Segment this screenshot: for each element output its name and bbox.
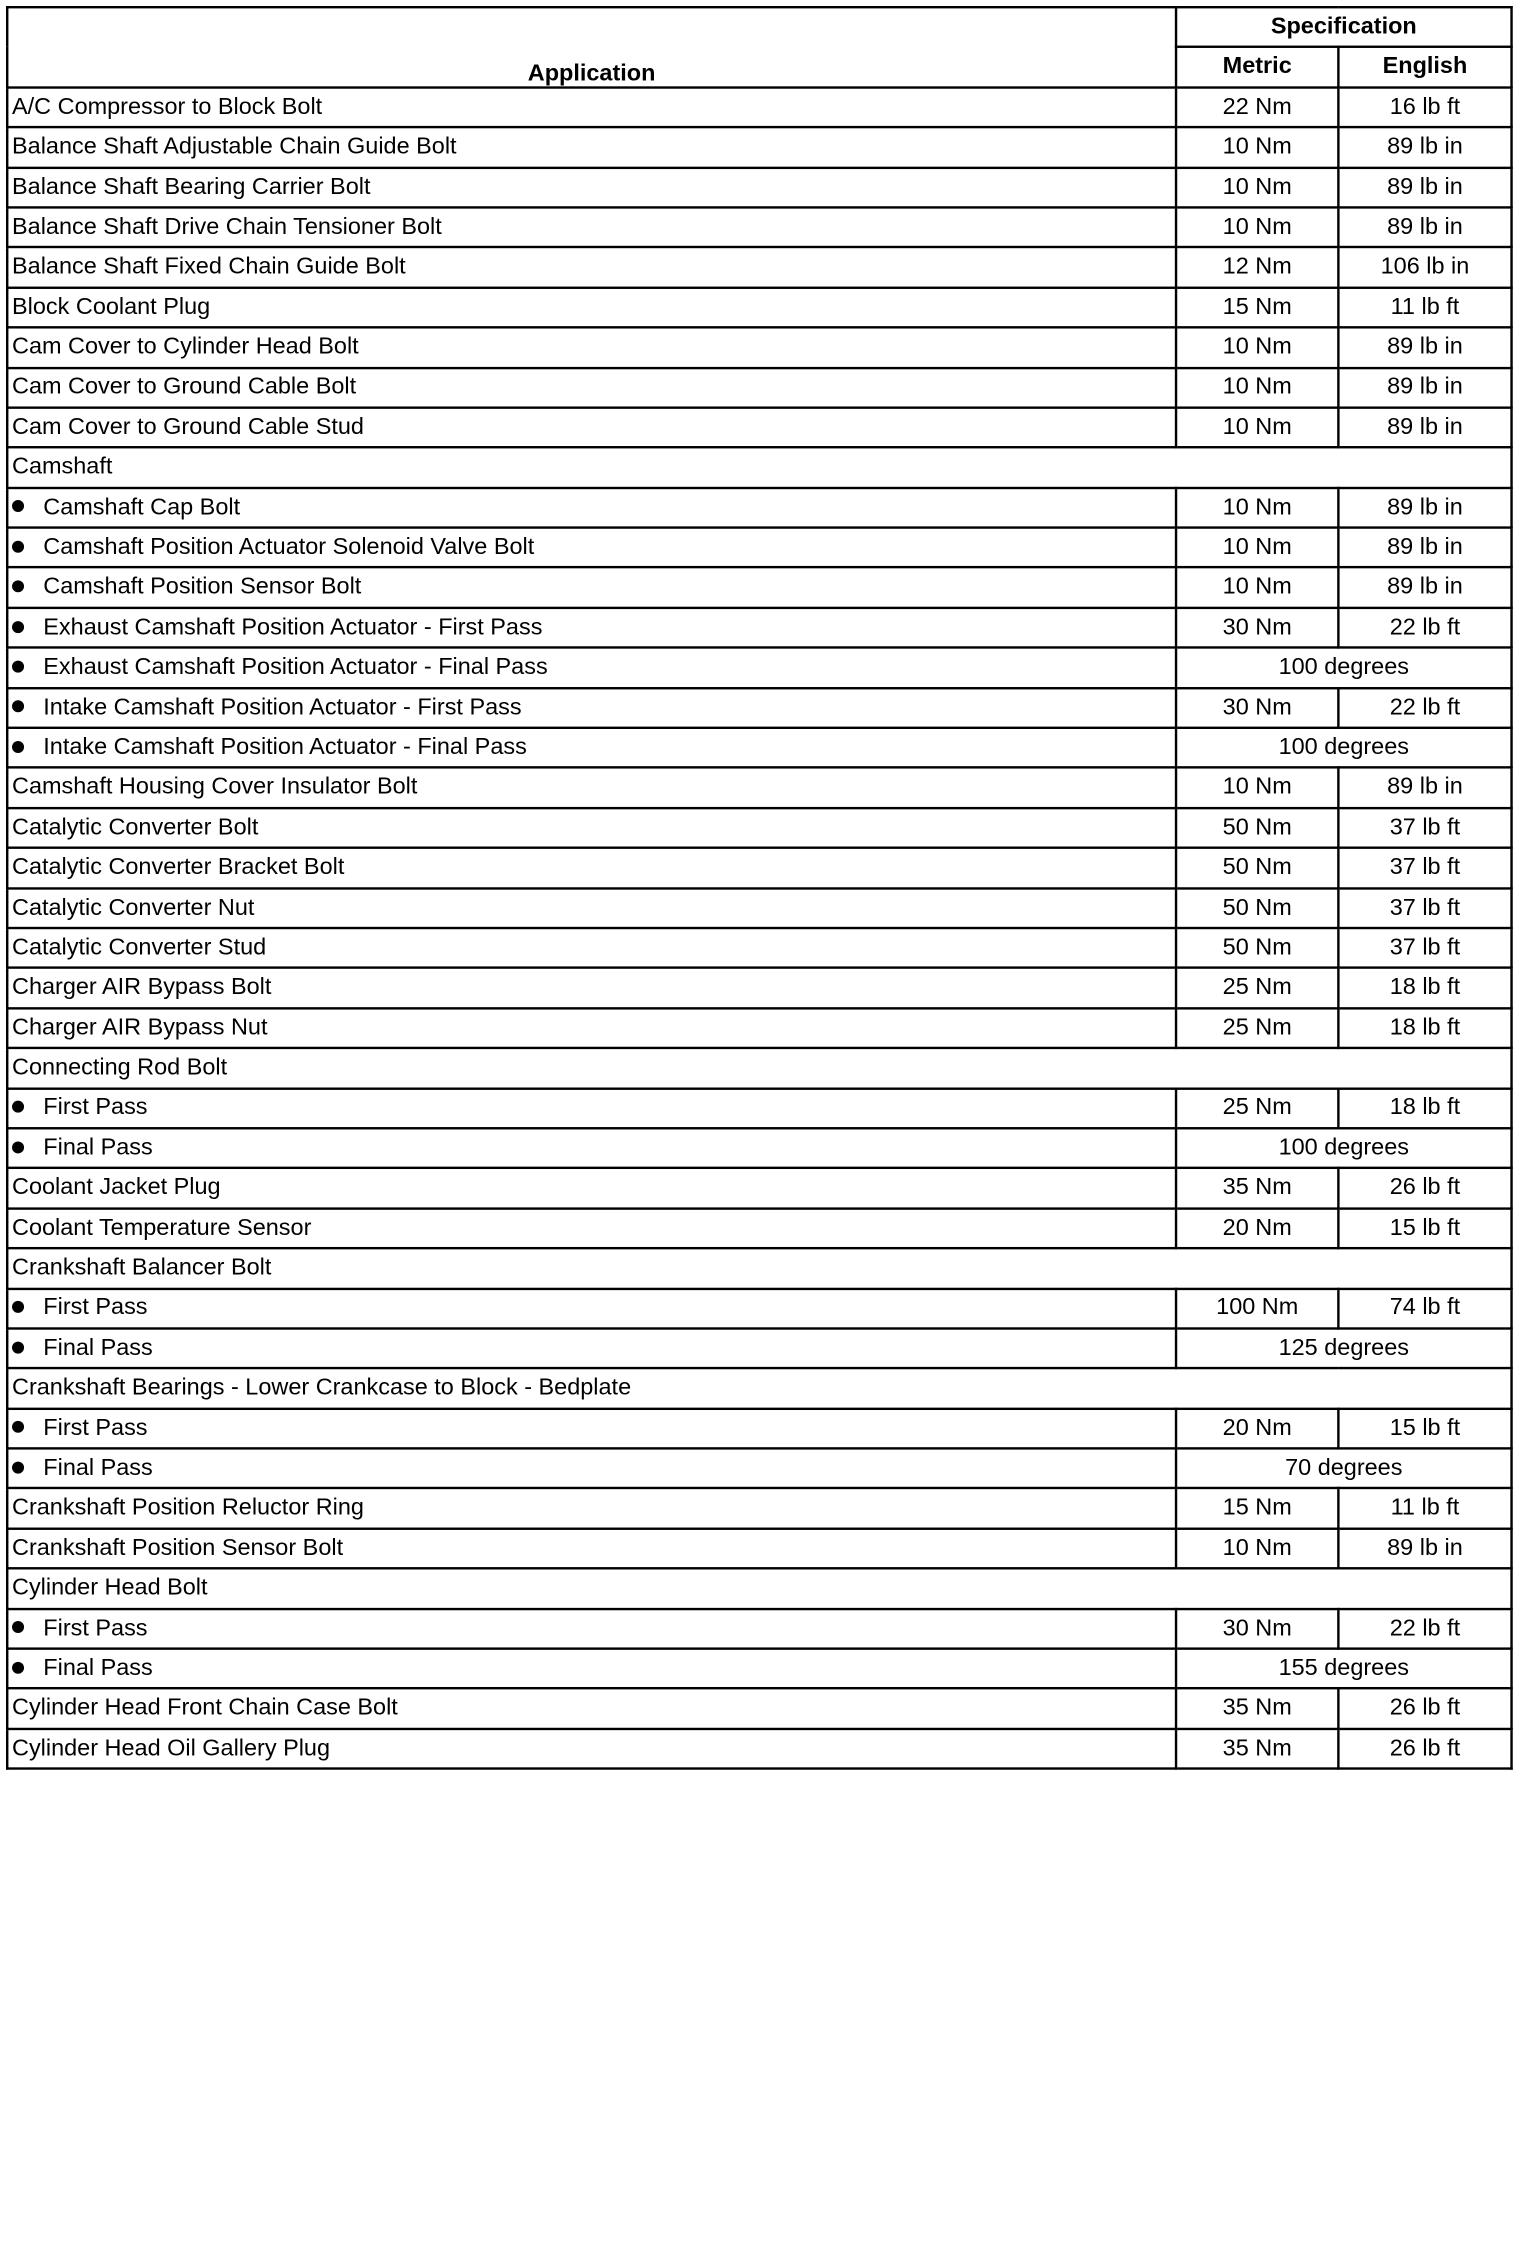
table-row [7,327,1511,367]
application-cell [7,1128,1176,1168]
table-row [7,648,1511,688]
english-cell: 18 lb ft [1338,1008,1511,1048]
application-cell [7,207,1176,247]
application-label: Cylinder Head Front Chain Case Bolt [12,1694,398,1721]
application-cell [7,1048,1511,1088]
english-cell: 26 lb ft [1338,1168,1511,1208]
bullet-icon [12,621,24,633]
english-cell: 15 lb ft [1338,1408,1511,1448]
english-cell: 22 lb ft [1338,688,1511,728]
table-row [7,848,1511,888]
application-label: Catalytic Converter Nut [12,893,255,921]
english-cell: 18 lb ft [1338,1088,1511,1128]
english-cell: 22 lb ft [1338,1609,1511,1649]
angle-spec-cell: 70 degrees [1176,1448,1511,1488]
header-application: Application [7,7,1176,87]
application-label: Final Pass [43,1454,153,1481]
application-label: First Pass [43,1094,148,1121]
group-row [7,448,1511,488]
angle-spec-cell: 125 degrees [1176,1328,1511,1368]
application-label: First Pass [43,1294,148,1321]
english-cell: 106 lb in [1338,247,1511,287]
metric-cell: 25 Nm [1176,1008,1338,1048]
header-row-top [7,7,1511,47]
application-label: Balance Shaft Drive Chain Tensioner Bolt [12,213,442,240]
application-cell [7,1008,1176,1048]
application-cell [7,167,1176,207]
table-row [7,1008,1511,1048]
bullet-icon [12,1622,24,1634]
metric-cell: 10 Nm [1176,167,1338,207]
metric-cell: 100 Nm [1176,1288,1338,1328]
english-cell: 89 lb in [1338,1529,1511,1569]
application-cell [7,608,1176,648]
table-row [7,1729,1511,1769]
english-cell: 11 lb ft [1338,1489,1511,1529]
angle-spec-cell: 155 degrees [1176,1649,1511,1689]
application-cell [7,1168,1176,1208]
metric-cell: 50 Nm [1176,808,1338,848]
english-cell: 89 lb in [1338,568,1511,608]
metric-cell: 10 Nm [1176,1529,1338,1569]
table-row [7,968,1511,1008]
application-label: Catalytic Converter Bolt [12,813,259,841]
application-label: Intake Camshaft Position Actuator - Final Pass [43,733,527,761]
metric-cell: 30 Nm [1176,688,1338,728]
application-label: Exhaust Camshaft Position Actuator - Final Pass [43,653,548,681]
application-label: Camshaft [12,453,113,480]
application-label: Balance Shaft Adjustable Chain Guide Bolt [12,133,457,160]
table-row [7,928,1511,968]
metric-cell: 35 Nm [1176,1689,1338,1729]
table-row [7,1128,1511,1168]
table-row [7,87,1511,127]
application-cell [7,568,1176,608]
table-row [7,1649,1511,1689]
application-cell [7,1529,1176,1569]
application-label: Crankshaft Position Reluctor Ring [12,1494,364,1521]
metric-cell: 20 Nm [1176,1208,1338,1248]
application-cell [7,1408,1176,1448]
application-label: Camshaft Cap Bolt [43,493,241,520]
application-cell [7,1569,1511,1609]
application-cell [7,87,1176,127]
table-row [7,1609,1511,1649]
table-row [7,688,1511,728]
application-cell [7,808,1176,848]
metric-cell: 30 Nm [1176,608,1338,648]
application-label: Charger AIR Bypass Bolt [12,973,272,1001]
application-cell [7,688,1176,728]
english-cell: 74 lb ft [1338,1288,1511,1328]
application-cell [7,1649,1176,1689]
application-cell [7,488,1176,528]
application-cell [7,1288,1176,1328]
table-row [7,1288,1511,1328]
group-row [7,1248,1511,1288]
table-row [7,167,1511,207]
application-cell [7,1248,1511,1288]
bullet-icon [12,541,24,553]
application-label: First Pass [43,1414,148,1441]
application-label: Cam Cover to Ground Cable Stud [12,413,364,440]
bullet-icon [12,1662,24,1674]
metric-cell: 12 Nm [1176,247,1338,287]
metric-cell: 10 Nm [1176,528,1338,568]
application-cell [7,287,1176,327]
english-cell: 37 lb ft [1338,808,1511,848]
application-label: Block Coolant Plug [12,293,211,320]
application-label: Charger AIR Bypass Nut [12,1013,268,1041]
english-cell: 18 lb ft [1338,968,1511,1008]
metric-cell: 20 Nm [1176,1408,1338,1448]
bullet-icon [12,661,24,673]
application-label: Cam Cover to Cylinder Head Bolt [12,333,359,360]
application-cell [7,127,1176,167]
application-label: Catalytic Converter Stud [12,933,267,961]
english-cell: 15 lb ft [1338,1208,1511,1248]
bullet-icon [12,581,24,593]
angle-spec-cell: 100 degrees [1176,1128,1511,1168]
metric-cell: 25 Nm [1176,1088,1338,1128]
application-label: Connecting Rod Bolt [12,1054,228,1081]
application-cell [7,1689,1176,1729]
english-cell: 26 lb ft [1338,1729,1511,1769]
table-row [7,1489,1511,1529]
application-cell [7,1448,1176,1488]
application-cell [7,1328,1176,1368]
application-cell [7,1368,1511,1408]
table-row [7,1689,1511,1729]
header-specification: Specification [1176,7,1511,47]
table-row [7,1168,1511,1208]
table-row [7,488,1511,528]
metric-cell: 35 Nm [1176,1729,1338,1769]
application-cell [7,768,1176,808]
english-cell: 37 lb ft [1338,888,1511,928]
english-cell: 89 lb in [1338,207,1511,247]
table-row [7,207,1511,247]
english-cell: 26 lb ft [1338,1689,1511,1729]
table-row [7,408,1511,448]
english-cell: 11 lb ft [1338,287,1511,327]
table-row [7,1328,1511,1368]
application-cell [7,1489,1176,1529]
metric-cell: 10 Nm [1176,488,1338,528]
english-cell: 89 lb in [1338,167,1511,207]
application-label: Coolant Temperature Sensor [12,1214,312,1241]
english-cell: 37 lb ft [1338,848,1511,888]
metric-cell: 10 Nm [1176,408,1338,448]
application-cell [7,968,1176,1008]
application-label: Balance Shaft Fixed Chain Guide Bolt [12,253,406,280]
english-cell: 89 lb in [1338,408,1511,448]
table-row [7,568,1511,608]
english-cell: 16 lb ft [1338,87,1511,127]
table-row [7,1408,1511,1448]
metric-cell: 15 Nm [1176,287,1338,327]
table-row [7,528,1511,568]
metric-cell: 22 Nm [1176,87,1338,127]
group-row [7,1569,1511,1609]
metric-cell: 35 Nm [1176,1168,1338,1208]
application-label: Cylinder Head Bolt [12,1574,208,1601]
table-row [7,728,1511,768]
metric-cell: 30 Nm [1176,1609,1338,1649]
metric-cell: 50 Nm [1176,928,1338,968]
application-label: First Pass [43,1614,148,1641]
application-label: Crankshaft Bearings - Lower Crankcase to Block - Bedplate [12,1374,632,1401]
bullet-icon [12,501,24,513]
group-row [7,1048,1511,1088]
application-cell [7,247,1176,287]
english-cell: 89 lb in [1338,127,1511,167]
application-label: A/C Compressor to Block Bolt [12,93,323,120]
table-row [7,287,1511,327]
english-cell: 89 lb in [1338,488,1511,528]
table-row [7,368,1511,408]
table-row [7,1208,1511,1248]
application-label: Camshaft Position Sensor Bolt [43,573,362,600]
application-cell [7,327,1176,367]
application-label: Final Pass [43,1334,153,1361]
bullet-icon [12,1341,24,1353]
application-cell [7,928,1176,968]
table-row [7,247,1511,287]
table-row [7,768,1511,808]
application-label: Coolant Jacket Plug [12,1174,221,1201]
group-row [7,1368,1511,1408]
table-row [7,1529,1511,1569]
application-label: Catalytic Converter Bracket Bolt [12,853,345,881]
metric-cell: 25 Nm [1176,968,1338,1008]
application-label: Exhaust Camshaft Position Actuator - First Pass [43,613,543,641]
metric-cell: 10 Nm [1176,368,1338,408]
table-body [7,87,1511,1768]
application-cell [7,1729,1176,1769]
application-label: Final Pass [43,1134,153,1161]
application-cell [7,408,1176,448]
bullet-icon [12,1141,24,1153]
metric-cell: 50 Nm [1176,888,1338,928]
application-label: Camshaft Housing Cover Insulator Bolt [12,773,418,801]
table-row [7,608,1511,648]
application-cell [7,888,1176,928]
table-row [7,127,1511,167]
english-cell: 22 lb ft [1338,608,1511,648]
angle-spec-cell: 100 degrees [1176,648,1511,688]
bullet-icon [12,701,24,713]
metric-cell: 10 Nm [1176,327,1338,367]
application-cell [7,1088,1176,1128]
bullet-icon [12,1421,24,1433]
application-cell [7,848,1176,888]
application-label: Crankshaft Balancer Bolt [12,1254,272,1281]
torque-spec-table [6,6,1513,1770]
application-cell [7,1208,1176,1248]
metric-cell: 10 Nm [1176,768,1338,808]
application-label: Cam Cover to Ground Cable Bolt [12,373,357,400]
bullet-icon [12,1101,24,1113]
table-row [7,1448,1511,1488]
application-cell [7,528,1176,568]
metric-cell: 15 Nm [1176,1489,1338,1529]
metric-cell: 10 Nm [1176,568,1338,608]
metric-cell: 50 Nm [1176,848,1338,888]
english-cell: 37 lb ft [1338,928,1511,968]
table-row [7,1088,1511,1128]
application-cell [7,448,1511,488]
header-metric: Metric [1176,47,1338,87]
application-label: Intake Camshaft Position Actuator - First Pass [43,693,522,721]
table-row [7,888,1511,928]
application-label: Camshaft Position Actuator Solenoid Valve Bolt [43,533,535,560]
header-english: English [1338,47,1511,87]
application-cell [7,728,1176,768]
angle-spec-cell: 100 degrees [1176,728,1511,768]
metric-cell: 10 Nm [1176,127,1338,167]
table-row [7,808,1511,848]
bullet-icon [12,1301,24,1313]
metric-cell: 10 Nm [1176,207,1338,247]
bullet-icon [12,1461,24,1473]
application-cell [7,1609,1176,1649]
application-label: Final Pass [43,1654,153,1681]
bullet-icon [12,741,24,753]
english-cell: 89 lb in [1338,368,1511,408]
application-label: Cylinder Head Oil Gallery Plug [12,1734,331,1762]
english-cell: 89 lb in [1338,327,1511,367]
application-label: Crankshaft Position Sensor Bolt [12,1534,344,1561]
application-cell [7,648,1176,688]
application-cell [7,368,1176,408]
application-label: Balance Shaft Bearing Carrier Bolt [12,173,371,200]
english-cell: 89 lb in [1338,768,1511,808]
english-cell: 89 lb in [1338,528,1511,568]
